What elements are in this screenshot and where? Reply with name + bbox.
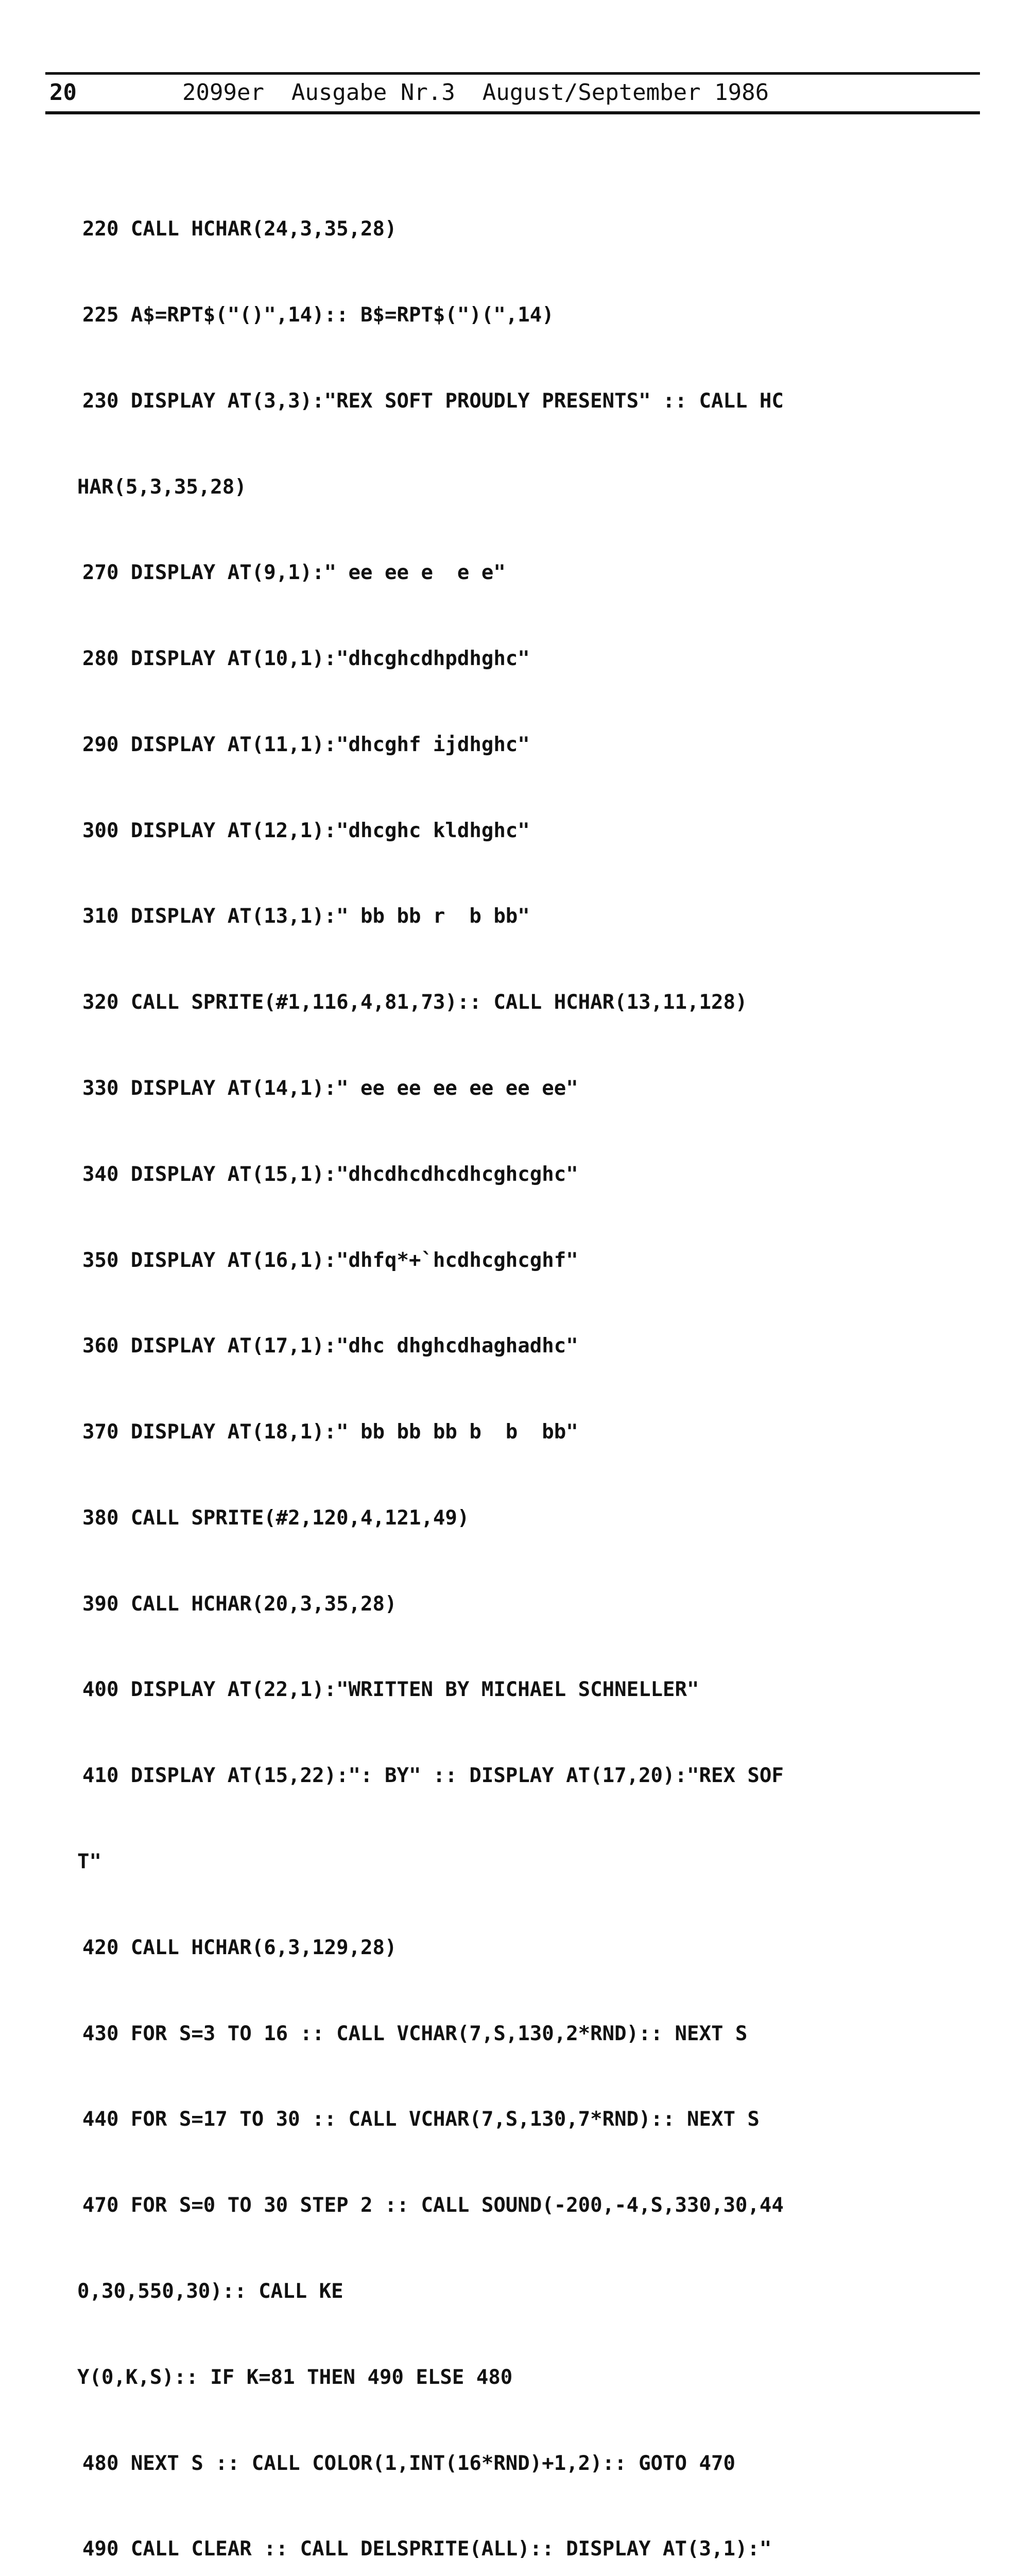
code-line: 330 DISPLAY AT(14,1):" ee ee ee ee ee ee" [82, 1077, 578, 1100]
code-line-continuation: Y(0,K,S):: IF K=81 THEN 490 ELSE 480 [77, 2365, 513, 2389]
header-top-rule [45, 72, 980, 75]
page-header [45, 72, 980, 114]
code-line: 300 DISPLAY AT(12,1):"dhcghc kldhghc" [82, 819, 530, 842]
code-line: 320 CALL SPRITE(#1,116,4,81,73):: CALL HCHAR(13,11,128) [82, 991, 748, 1014]
code-line: 490 CALL CLEAR :: CALL DELSPRITE(ALL):: DISPLAY AT(3,1):" [82, 2537, 772, 2561]
code-line-continuation: HAR(5,3,35,28) [77, 475, 247, 499]
issue-title: 2099er Ausgabe Nr.3 August/September 1986 [182, 79, 769, 106]
code-line-continuation: T" [77, 1850, 101, 1874]
code-line: 480 NEXT S :: CALL COLOR(1,INT(16*RND)+1,2):: GOTO 470 [82, 2451, 735, 2475]
code-line: 400 DISPLAY AT(22,1):"WRITTEN BY MICHAEL SCHNELLER" [82, 1678, 699, 1702]
code-line: 370 DISPLAY AT(18,1):" bb bb bb b b bb" [82, 1420, 578, 1444]
code-line: 380 CALL SPRITE(#2,120,4,121,49) [82, 1506, 470, 1530]
code-line: 350 DISPLAY AT(16,1):"dhfq*+`hcdhcghcghf" [82, 1248, 578, 1272]
code-line: 440 FOR S=17 TO 30 :: CALL VCHAR(7,S,130,7*RND):: NEXT S [82, 2108, 760, 2131]
page-number: 20 [49, 79, 77, 106]
code-line: 270 DISPLAY AT(9,1):" ee ee e e e" [82, 561, 506, 585]
code-line: 290 DISPLAY AT(11,1):"dhcghf ijdhghc" [82, 733, 530, 756]
code-line: 220 CALL HCHAR(24,3,35,28) [82, 217, 397, 241]
basic-program-listing [77, 158, 984, 2576]
code-line: 420 CALL HCHAR(6,3,129,28) [82, 1936, 397, 1959]
code-line: 470 FOR S=0 TO 30 STEP 2 :: CALL SOUND(-200,-4,S,330,30,44 [82, 2194, 784, 2217]
code-line: 310 DISPLAY AT(13,1):" bb bb r b bb" [82, 905, 530, 928]
code-line: 340 DISPLAY AT(15,1):"dhcdhcdhcdhcghcghc" [82, 1162, 578, 1186]
code-line: 225 A$=RPT$("()",14):: B$=RPT$(")(",14) [82, 303, 554, 327]
code-line: 410 DISPLAY AT(15,22):": BY" :: DISPLAY AT(17,20):"REX SOF [82, 1764, 784, 1788]
code-line: 230 DISPLAY AT(3,3):"REX SOFT PROUDLY PRESENTS" :: CALL HC [82, 389, 784, 413]
code-line: 390 CALL HCHAR(20,3,35,28) [82, 1592, 397, 1616]
code-line: 430 FOR S=3 TO 16 :: CALL VCHAR(7,S,130,2*RND):: NEXT S [82, 2022, 748, 2045]
header-bottom-rule [45, 111, 980, 114]
code-line-continuation: 0,30,550,30):: CALL KE [77, 2279, 343, 2303]
code-line: 360 DISPLAY AT(17,1):"dhc dhghcdhaghadhc" [82, 1334, 578, 1358]
code-line: 280 DISPLAY AT(10,1):"dhcghcdhpdhghc" [82, 647, 530, 671]
